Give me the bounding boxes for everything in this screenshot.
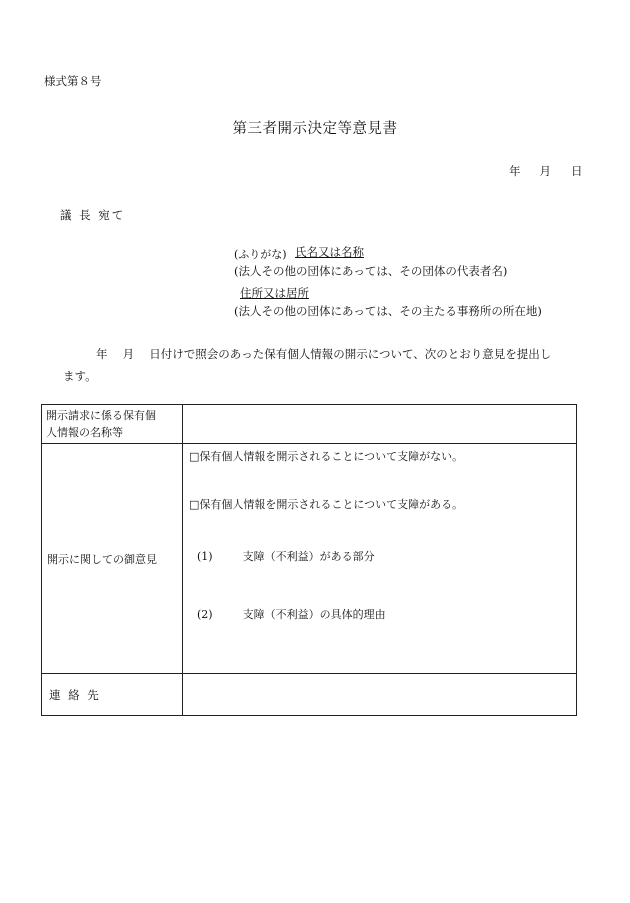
option-hindrance[interactable]: □保有個人情報を開示されることについて支障がある。 bbox=[189, 498, 464, 511]
date-day: 日 bbox=[571, 164, 583, 178]
info-name-field[interactable] bbox=[183, 405, 577, 444]
info-name-label-line2: 人情報の名称等 bbox=[46, 426, 123, 439]
item-number: (1) bbox=[197, 550, 213, 563]
addressee: 議 長 宛て bbox=[60, 208, 126, 222]
date-line bbox=[509, 163, 583, 179]
furigana-label: (ふりがな) bbox=[234, 248, 287, 261]
address-label: 住所又は居所 bbox=[240, 286, 309, 300]
hindrance-part-item bbox=[197, 548, 375, 564]
date-year: 年 bbox=[509, 164, 521, 178]
body-text-line1: 年 月 日付けで照会のあった保有個人情報の開示について、次のとおり意見を提出し bbox=[96, 347, 552, 361]
item-number: (2) bbox=[197, 608, 213, 621]
hindrance-reason-item bbox=[197, 606, 386, 622]
opinion-form-table bbox=[41, 404, 577, 716]
name-note: (法人その他の団体にあっては、その団体の代表者名) bbox=[234, 264, 508, 278]
info-name-label bbox=[42, 405, 183, 444]
info-name-label-line1: 開示請求に係る保有個 bbox=[46, 409, 156, 422]
address-note: (法人その他の団体にあっては、その主たる事務所の所在地) bbox=[234, 304, 542, 318]
item-text: 支障（不利益）の具体的理由 bbox=[242, 608, 386, 621]
table-row bbox=[42, 444, 577, 674]
contact-label: 連 絡 先 bbox=[42, 674, 183, 716]
name-label: 氏名又は名称 bbox=[295, 245, 364, 259]
table-row bbox=[42, 674, 577, 716]
opinion-cell bbox=[183, 444, 577, 674]
date-month: 月 bbox=[539, 164, 551, 178]
body-text-line2: ます。 bbox=[63, 369, 97, 383]
option-no-hindrance[interactable]: □保有個人情報を開示されることについて支障がない。 bbox=[189, 450, 464, 463]
table-row bbox=[42, 405, 577, 444]
contact-field[interactable] bbox=[183, 674, 577, 716]
form-number: 様式第８号 bbox=[44, 74, 102, 88]
item-text: 支障（不利益）がある部分 bbox=[242, 550, 375, 563]
document-title: 第三者開示決定等意見書 bbox=[232, 121, 398, 137]
opinion-label: 開示に関しての御意見 bbox=[42, 444, 183, 674]
